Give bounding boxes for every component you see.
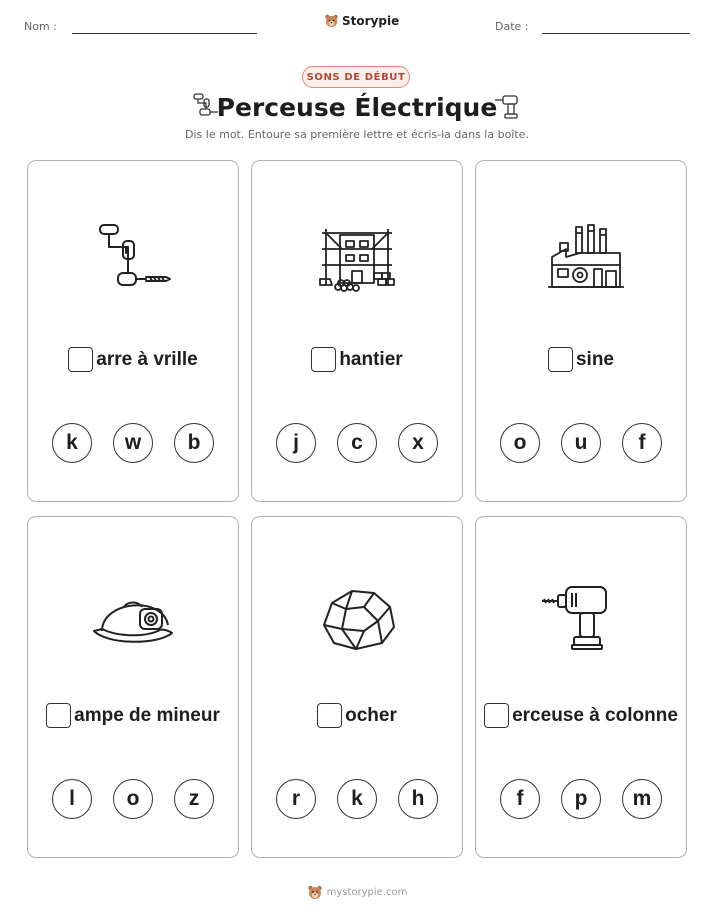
word-ending: arre à vrille [96,348,198,370]
letter-choice[interactable]: k [337,779,377,819]
word-row [252,347,462,372]
answer-box[interactable] [311,347,336,372]
name-line[interactable] [72,33,257,34]
letter-choice[interactable]: j [276,423,316,463]
power-drill-icon [494,92,524,122]
letter-choices [28,779,238,819]
hand-drill-icon [88,217,178,307]
word-ending: hantier [339,348,403,370]
answer-box[interactable] [46,703,71,728]
word-card [27,516,239,858]
date-line[interactable] [542,33,690,34]
letter-choice[interactable]: w [113,423,153,463]
factory-icon [536,217,626,307]
letter-choice[interactable]: u [561,423,601,463]
letter-choice[interactable]: p [561,779,601,819]
date-label: Date : [495,20,529,33]
letter-choice[interactable]: m [622,779,662,819]
word-ending: ocher [345,704,397,726]
letter-choices [252,423,462,463]
letter-choice[interactable]: r [276,779,316,819]
answer-box[interactable] [484,703,509,728]
word-ending: ampe de mineur [74,704,220,726]
word-row [28,347,238,372]
letter-choice[interactable]: o [500,423,540,463]
word-row [476,703,686,728]
word-card [251,516,463,858]
brand-logo [324,13,399,28]
word-card [251,160,463,502]
letter-choice[interactable]: f [500,779,540,819]
letter-choice[interactable]: l [52,779,92,819]
letter-choice[interactable]: z [174,779,214,819]
construction-site-icon [312,217,402,307]
page-title: Perceuse Électrique [216,93,498,122]
word-ending: erceuse à colonne [512,704,678,726]
answer-box[interactable] [317,703,342,728]
letter-choice[interactable]: c [337,423,377,463]
letter-choice[interactable]: x [398,423,438,463]
drill-press-icon [536,573,626,663]
letter-choice[interactable]: k [52,423,92,463]
word-card [27,160,239,502]
word-card [475,516,687,858]
letter-choice[interactable]: h [398,779,438,819]
word-row [476,347,686,372]
category-badge: SONS DE DÉBUT [302,66,410,88]
letter-choices [252,779,462,819]
word-card [475,160,687,502]
letter-choices [476,779,686,819]
bear-mascot-icon [324,13,339,28]
letter-choice[interactable]: b [174,423,214,463]
footer [0,884,714,900]
rock-icon [312,573,402,663]
footer-url[interactable]: mystorypie.com [326,886,408,898]
word-row [252,703,462,728]
word-row [28,703,238,728]
word-ending: sine [575,348,615,370]
brand-name: Storypie [342,13,400,28]
answer-box[interactable] [68,347,93,372]
name-label: Nom : [24,20,57,33]
bear-mascot-icon [307,884,323,900]
answer-box[interactable] [548,347,573,372]
miner-helmet-icon [88,573,178,663]
letter-choice[interactable]: f [622,423,662,463]
instruction-text: Dis le mot. Entoure sa première lettre et écris-la dans la boîte. [185,128,529,141]
letter-choices [476,423,686,463]
letter-choices [28,423,238,463]
letter-choice[interactable]: o [113,779,153,819]
